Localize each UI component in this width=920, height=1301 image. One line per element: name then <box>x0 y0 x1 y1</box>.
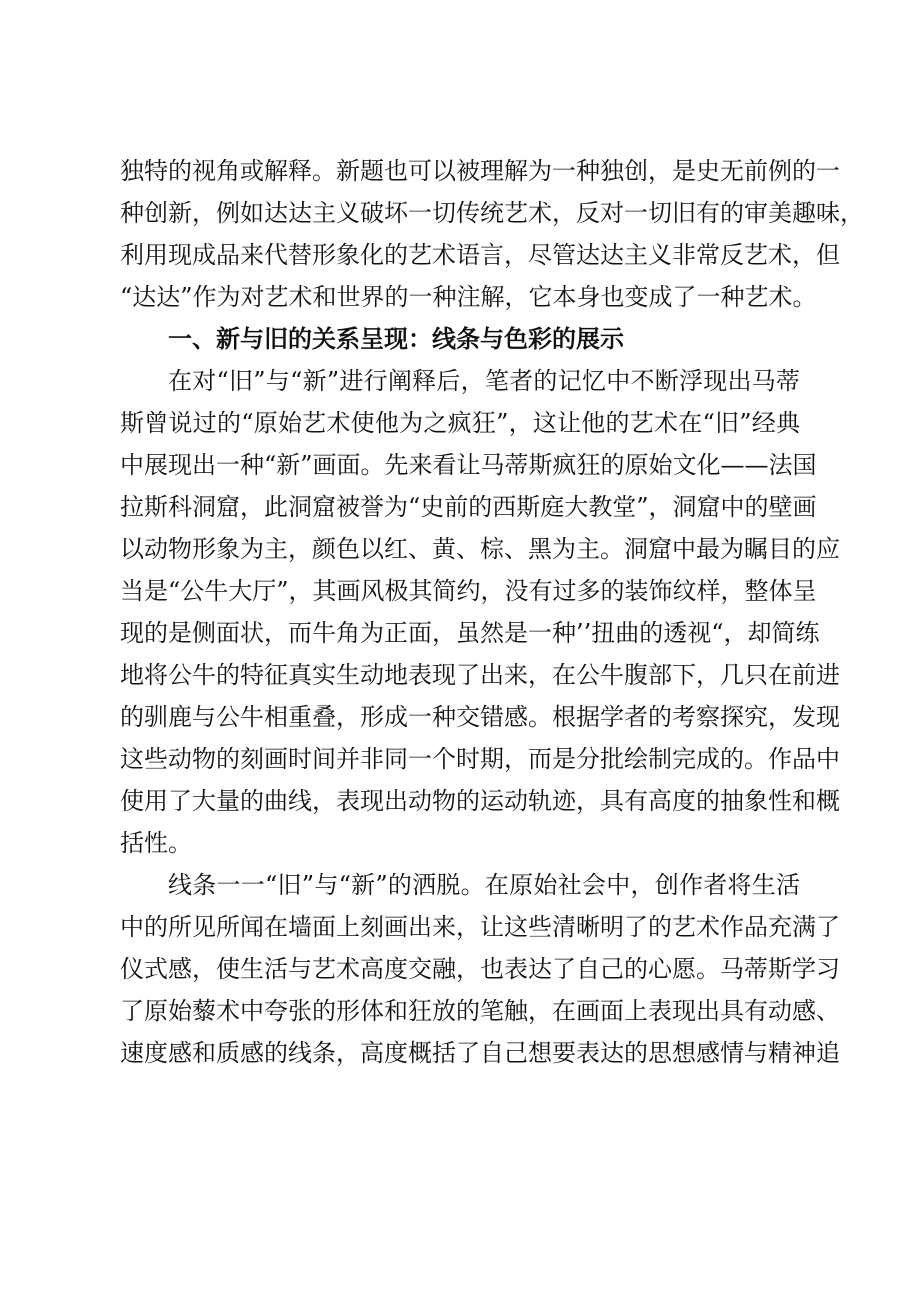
text-line: 使用了大量的曲线，表现出动物的运动轨迹，具有高度的抽象性和概 <box>120 787 840 815</box>
paragraph-3 <box>120 864 840 1074</box>
text-line: 仪式感，使生活与艺术高度交融，也表达了自己的心愿。马蒂斯学习 <box>120 955 840 983</box>
paragraph-2 <box>120 360 840 864</box>
document-body <box>120 150 864 1074</box>
text-line: 种创新，例如达达主义破坏一切传统艺术，反对一切旧有的审美趣味， <box>120 199 864 227</box>
text-line: 独特的视角或解释。新题也可以被理解为一种独创，是史无前例的一 <box>120 157 840 185</box>
text-line: 速度感和质感的线条，高度概括了自己想要表达的思想感情与精神追 <box>120 1039 840 1067</box>
text-line: 中展现出一种“新”画面。先来看让马蒂斯疯狂的原始文化——法国 <box>120 451 817 479</box>
text-line: 在对“旧”与“新”进行阐释后，笔者的记忆中不断浮现出马蒂 <box>168 367 800 395</box>
text-line: 地将公牛的特征真实生动地表现了出来，在公牛腹部下，几只在前进 <box>120 661 840 689</box>
text-line: 这些动物的刻画时间并非同一个时期，而是分批绘制完成的。作品中 <box>120 745 840 773</box>
text-line: 以动物形象为主，颜色以红、黄、棕、黑为主。洞窟中最为瞩目的应 <box>120 535 840 563</box>
text-line: 现的是侧面状，而牛角为正面，虽然是一种’’扭曲的透视“，却简练 <box>120 619 820 647</box>
paragraph-1 <box>120 150 864 318</box>
text-line: 线条一一“旧”与“新”的洒脱。在原始社会中，创作者将生活 <box>168 871 800 899</box>
text-line: 拉斯科洞窟，此洞窟被誉为“史前的西斯庭大教堂”，洞窟中的壁画 <box>120 493 817 521</box>
text-line: 了原始藜术中夸张的形体和狂放的笔触，在画面上表现出具有动感、 <box>120 997 840 1025</box>
section-heading: 一、新与旧的关系呈现：线条与色彩的展示 <box>168 325 624 353</box>
text-line: 利用现成品来代替形象化的艺术语言，尽管达达主义非常反艺术，但 <box>120 241 840 269</box>
text-line: 括性。 <box>120 829 192 857</box>
text-line: 斯曾说过的“原始艺术使他为之疯狂”，这让他的艺术在“旧”经典 <box>120 409 800 437</box>
text-line: 的驯鹿与公牛相重叠，形成一种交错感。根据学者的考察探究，发现 <box>120 703 840 731</box>
text-line: “达达”作为对艺术和世界的一种注解，它本身也变成了一种艺术。 <box>120 283 817 311</box>
text-line: 中的所见所闻在墙面上刻画出来，让这些清晰明了的艺术作品充满了 <box>120 913 840 941</box>
text-line: 当是“公牛大厅”，其画风极其简约，没有过多的装饰纹样，整体呈 <box>120 577 817 605</box>
